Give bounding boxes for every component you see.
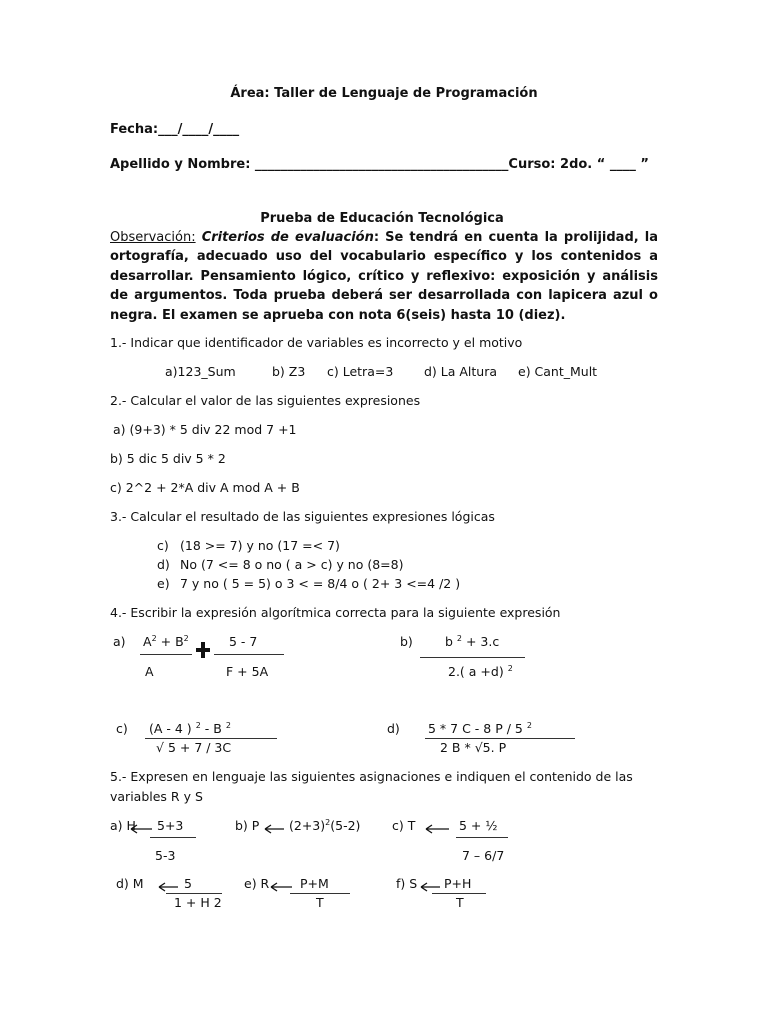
q3-item-label: e): [157, 576, 170, 591]
q5d-label: d) M: [116, 876, 144, 891]
fraction-bar: [150, 837, 196, 838]
q3-item-text: No (7 <= 8 o no ( a > c) y no (8=8): [180, 557, 404, 572]
q2-item: a) (9+3) * 5 div 22 mod 7 +1: [113, 422, 297, 437]
q5e-denominator: T: [316, 895, 324, 910]
fraction-bar: [290, 893, 350, 894]
q4d-denominator: 2 B * √5. P: [440, 740, 507, 755]
q4b-denominator: 2.( a +d) $^2$: [448, 664, 513, 679]
arrow-left-icon: [420, 882, 442, 892]
q4a-numerator-2: 5 - 7: [229, 634, 258, 649]
q5a-denominator: 5-3: [155, 848, 176, 863]
q2-item: b) 5 dic 5 div 5 * 2: [110, 451, 226, 466]
q4a-denominator-2: F + 5A: [226, 664, 269, 679]
q5b-expression: $(2+3)^2(5-2)$: [289, 818, 361, 833]
q5f-denominator: T: [456, 895, 464, 910]
area-title: Área: Taller de Lenguaje de Programación: [230, 86, 538, 101]
arrow-left-icon: [270, 882, 294, 892]
q4c-denominator: √ 5 + 7 / 3C: [156, 740, 232, 755]
q4b-label: b): [400, 634, 413, 649]
q5e-numerator: P+M: [300, 876, 329, 891]
exam-title: Prueba de Educación Tecnológica: [260, 211, 504, 226]
q5c-label: c) T: [392, 818, 416, 833]
criterios-label: Criterios de evaluación: [201, 230, 374, 245]
q3-prompt: 3.- Calcular el resultado de las siguientes expresiones lógicas: [110, 509, 495, 524]
q3-item-label: c): [157, 538, 169, 553]
q4b-numerator: b $^2$ + 3.c: [445, 634, 500, 649]
q4a-label: a): [113, 634, 126, 649]
q5a-numerator: 5+3: [157, 818, 184, 833]
fraction-bar: [432, 893, 486, 894]
q4c-label: c): [116, 721, 128, 736]
q1-prompt: 1.- Indicar que identificador de variables es incorrecto y el motivo: [110, 335, 523, 350]
q5c-denominator: 7 – 6/7: [462, 848, 505, 863]
q1-option: d) La Altura: [424, 364, 498, 379]
q2-item: c) 2^2 + 2*A div A mod A + B: [110, 480, 300, 495]
q5c-numerator: 5 + ½: [459, 818, 498, 833]
q1-option: c) Letra=3: [327, 364, 394, 379]
q4d-numerator: 5 * 7 C - 8 P / 5 $^2$: [428, 721, 532, 736]
plus-sign-icon: [196, 642, 210, 658]
q5a-label: a) H: [110, 818, 136, 833]
q4a-numerator: $A^2 + B^2$: [143, 634, 189, 649]
fraction-bar: [456, 837, 508, 838]
fraction-bar: [420, 657, 525, 658]
fecha-line: Fecha:___/____/____: [110, 122, 240, 137]
arrow-left-icon: [264, 824, 286, 834]
observacion-text: : Se tendrá en cuenta la prolijidad, la ortografía, adecuado uso del vocabulario específico y los contenidos a desarrollar. Pensamiento lógico, crítico y reflexivo: exposición y análisis de argumentos. Toda prueba deberá ser desarrollada con lapicera azul o negra. El examen se aprueba con nota 6(seis) hasta 10 (diez).: [110, 230, 659, 323]
q4-prompt: 4.- Escribir la expresión algorítmica correcta para la siguiente expresión: [110, 605, 561, 620]
q3-item-text: (18 >= 7) y no (17 =< 7): [180, 538, 340, 553]
fraction-bar: [140, 654, 192, 655]
fraction-bar: [214, 654, 284, 655]
arrow-left-icon: [425, 824, 451, 834]
nombre-line: Apellido y Nombre: _______________________________________Curso: 2do. “ ____ ”: [110, 157, 649, 172]
q5e-label: e) R: [244, 876, 270, 891]
q3-item-label: d): [157, 557, 170, 572]
q3-item-text: 7 y no ( 5 = 5) o 3 < = 8/4 o ( 2+ 3 <=4 /2 ): [180, 576, 461, 591]
q1-option: a)123_Sum: [165, 364, 236, 379]
observacion-paragraph: [110, 228, 658, 325]
q5-prompt-2: variables R y S: [110, 789, 203, 804]
arrow-left-icon: [130, 824, 154, 834]
q4d-label: d): [387, 721, 400, 736]
q2-prompt: 2.- Calcular el valor de las siguientes expresiones: [110, 393, 421, 408]
q5b-label: b) P: [235, 818, 260, 833]
q4a-denominator: A: [145, 664, 154, 679]
q5f-label: f) S: [396, 876, 418, 891]
q5d-numerator: 5: [184, 876, 192, 891]
fraction-bar: [425, 738, 575, 739]
q1-option: e) Cant_Mult: [518, 364, 598, 379]
arrow-left-icon: [158, 882, 180, 892]
fraction-bar: [145, 738, 277, 739]
q5-prompt: 5.- Expresen en lenguaje las siguientes asignaciones e indiquen el contenido de las: [110, 769, 633, 784]
q5d-denominator: 1 + H 2: [174, 895, 222, 910]
observacion-label: Observación:: [110, 230, 196, 245]
q1-option: b) Z3: [272, 364, 306, 379]
q4c-numerator: (A - 4 ) $^2$ - B $^2$: [149, 721, 231, 736]
fraction-bar: [166, 893, 222, 894]
q5f-numerator: P+H: [444, 876, 472, 891]
